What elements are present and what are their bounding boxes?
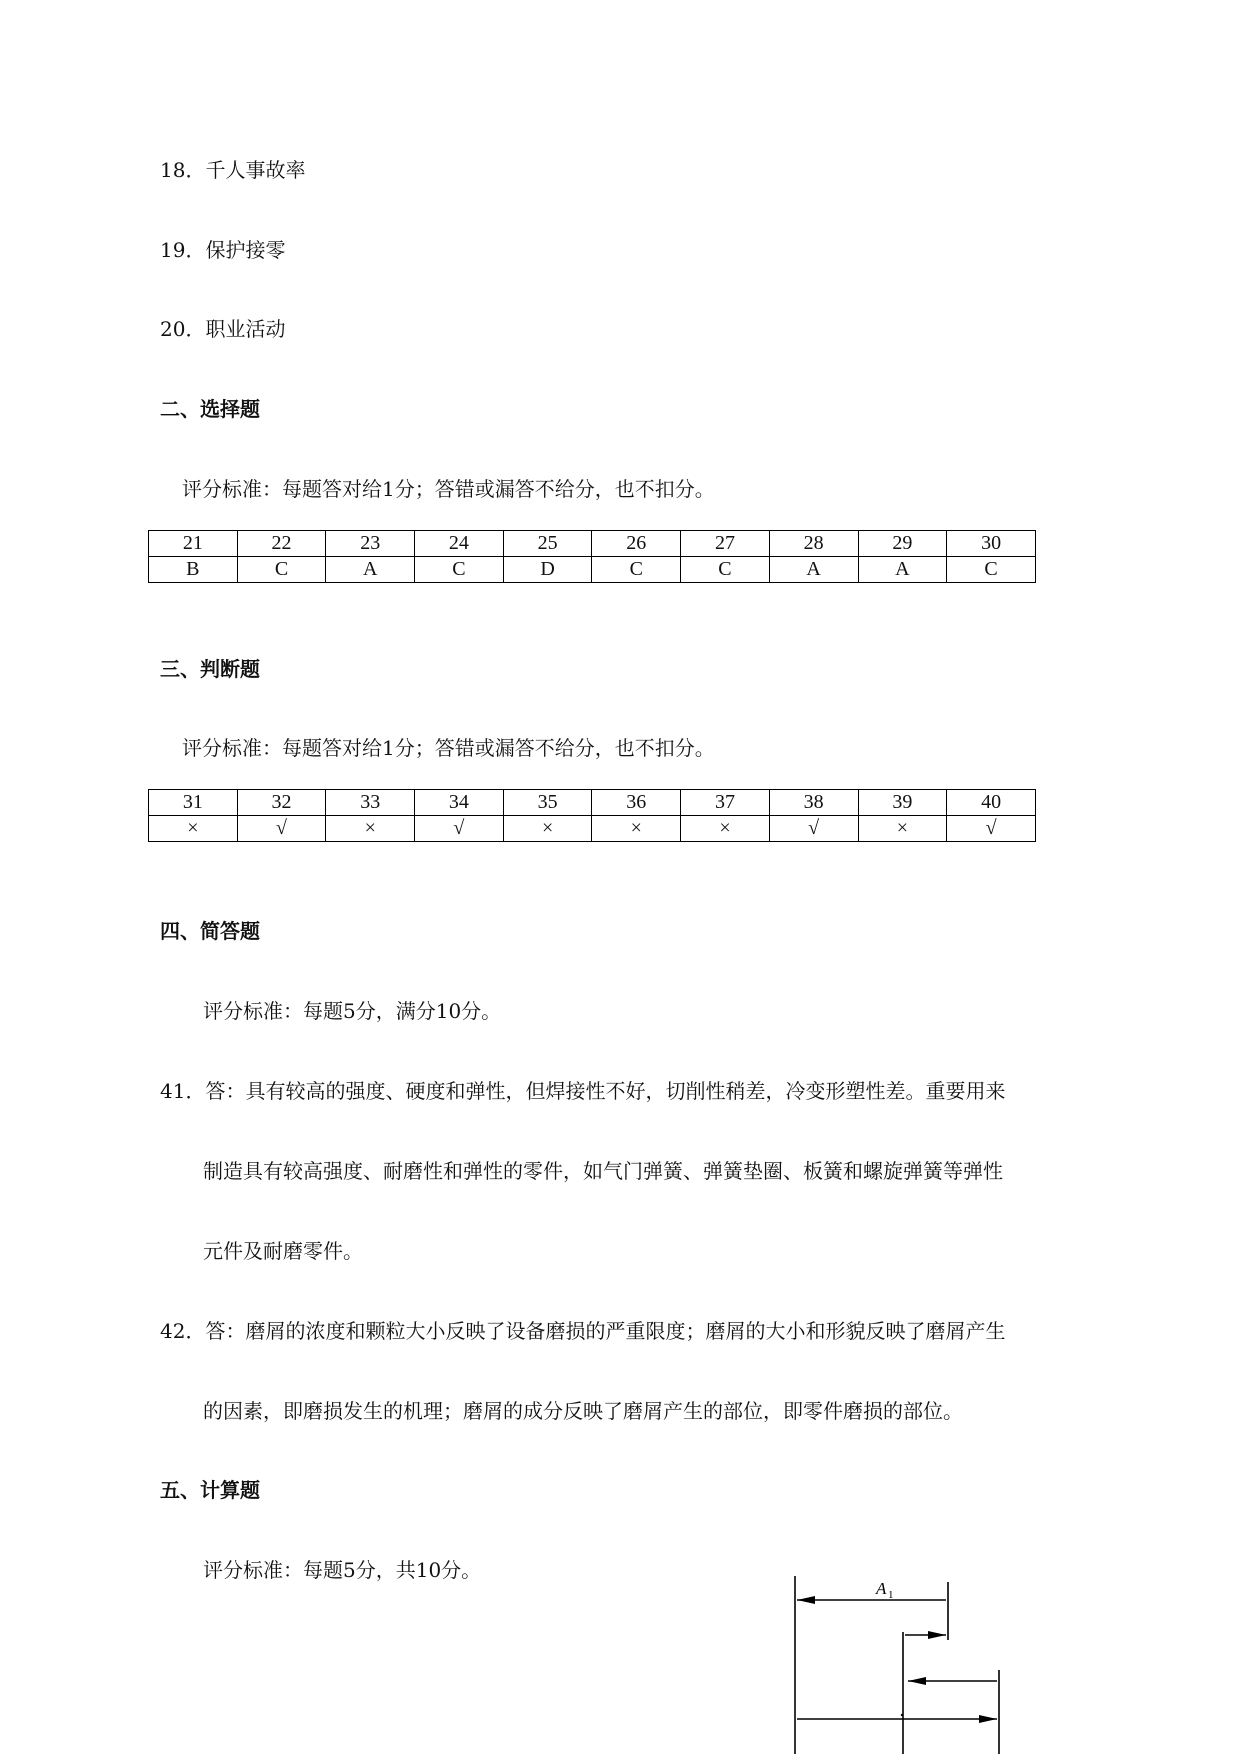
choice-answer-row	[149, 557, 1036, 583]
question-number: 26	[592, 531, 681, 557]
section-4-criteria: 评分标准：每题5分，满分10分。	[203, 999, 502, 1023]
section-4-title: 四、简答题	[160, 919, 260, 943]
question-number: 34	[415, 790, 504, 816]
arrow-icon	[797, 1596, 815, 1604]
question-number: 39	[858, 790, 947, 816]
section-2-title: 二、选择题	[160, 397, 260, 421]
dot-mark	[901, 1714, 903, 1716]
section-3-criteria: 评分标准：每题答对给1分；答错或漏答不给分，也不扣分。	[182, 736, 715, 760]
choice-number-row	[149, 531, 1036, 557]
answer-cell: √	[237, 816, 326, 842]
question-number: 27	[681, 531, 770, 557]
judgement-answer-table	[148, 789, 1036, 842]
answer-41-line-2: 制造具有较高强度、耐磨性和弹性的零件，如气门弹簧、弹簧垫圈、板簧和螺旋弹簧等弹性	[203, 1159, 1003, 1183]
question-number: 22	[237, 531, 326, 557]
dimension-chain-diagram	[780, 1570, 1010, 1754]
arrow-icon	[908, 1677, 926, 1685]
question-number: 36	[592, 790, 681, 816]
question-number: 37	[681, 790, 770, 816]
question-number: 35	[503, 790, 592, 816]
question-number: 40	[947, 790, 1036, 816]
section-5-criteria: 评分标准：每题5分，共10分。	[203, 1558, 482, 1582]
question-number: 23	[326, 531, 415, 557]
question-number: 28	[769, 531, 858, 557]
answer-cell: B	[149, 557, 238, 583]
term-18: 18．千人事故率	[160, 158, 306, 182]
answer-cell: √	[947, 816, 1036, 842]
question-number: 24	[415, 531, 504, 557]
answer-42-line-1: 42．答：磨屑的浓度和颗粒大小反映了设备磨损的严重限度；磨屑的大小和形貌反映了磨屑产生	[160, 1319, 1006, 1343]
answer-cell: ×	[503, 816, 592, 842]
answer-cell: A	[769, 557, 858, 583]
arrow-icon	[979, 1715, 997, 1723]
answer-cell: C	[681, 557, 770, 583]
question-number: 32	[237, 790, 326, 816]
choice-answer-table	[148, 530, 1036, 583]
answer-cell: ×	[681, 816, 770, 842]
answer-41-line-1: 41．答：具有较高的强度、硬度和弹性，但焊接性不好，切削性稍差，冷变形塑性差。重要用来	[160, 1079, 1006, 1103]
answer-cell: C	[592, 557, 681, 583]
answer-cell: C	[415, 557, 504, 583]
answer-cell: C	[237, 557, 326, 583]
section-3-title: 三、判断题	[160, 657, 260, 681]
answer-cell: √	[769, 816, 858, 842]
arrow-icon	[928, 1631, 946, 1639]
question-number: 25	[503, 531, 592, 557]
section-2-criteria: 评分标准：每题答对给1分；答错或漏答不给分，也不扣分。	[182, 477, 715, 501]
question-number: 33	[326, 790, 415, 816]
answer-cell: C	[947, 557, 1036, 583]
answer-cell: ×	[858, 816, 947, 842]
answer-cell: √	[415, 816, 504, 842]
judgement-answer-row	[149, 816, 1036, 842]
answer-cell: ×	[149, 816, 238, 842]
question-number: 21	[149, 531, 238, 557]
label-a1-subscript: 1	[888, 1589, 894, 1601]
answer-41-line-3: 元件及耐磨零件。	[203, 1239, 363, 1263]
term-20: 20．职业活动	[160, 317, 286, 341]
section-5-title: 五、计算题	[160, 1478, 260, 1502]
question-number: 38	[769, 790, 858, 816]
answer-cell: A	[858, 557, 947, 583]
judgement-number-row	[149, 790, 1036, 816]
question-number: 30	[947, 531, 1036, 557]
term-19: 19．保护接零	[160, 238, 286, 262]
answer-42-line-2: 的因素，即磨损发生的机理；磨屑的成分反映了磨屑产生的部位，即零件磨损的部位。	[203, 1399, 963, 1423]
answer-cell: ×	[592, 816, 681, 842]
question-number: 29	[858, 531, 947, 557]
label-a1: A	[876, 1579, 887, 1598]
answer-cell: A	[326, 557, 415, 583]
answer-cell: D	[503, 557, 592, 583]
question-number: 31	[149, 790, 238, 816]
answer-cell: ×	[326, 816, 415, 842]
